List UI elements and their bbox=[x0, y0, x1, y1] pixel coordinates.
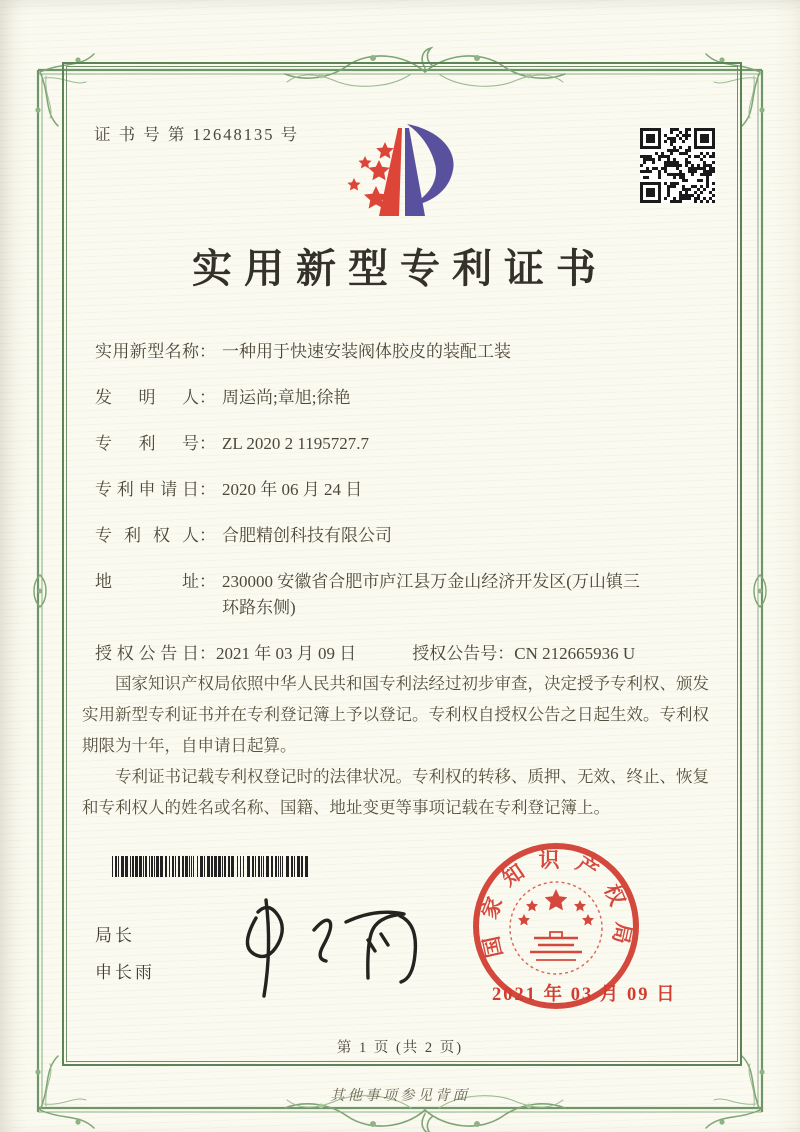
field-value: 合肥精创科技有限公司 bbox=[222, 526, 392, 545]
field-label: 地址 bbox=[95, 572, 199, 591]
field-colon: ： bbox=[199, 342, 216, 361]
field-colon: ： bbox=[199, 572, 216, 591]
field-label: 授权公告日 bbox=[95, 644, 199, 663]
field-label: 专利权人 bbox=[95, 526, 199, 545]
field-row-grant bbox=[95, 641, 713, 667]
signer-name: 申长雨 bbox=[95, 963, 155, 982]
certificate-fields bbox=[95, 339, 713, 687]
field-row-inventors bbox=[95, 385, 713, 411]
legal-paragraph-1: 国家知识产权局依照中华人民共和国专利法经过初步审查，决定授予专利权、颁发实用新型专利证书并在专利登记簿上予以登记。专利权自授权公告之日起生效。专利权期限为十年，自申请日起算。 bbox=[82, 674, 709, 755]
field-row-patentee bbox=[95, 523, 713, 549]
certificate-title: 实用新型专利证书 bbox=[192, 246, 608, 291]
qr-code-icon bbox=[640, 128, 715, 203]
cnipa-logo-icon bbox=[335, 108, 475, 238]
field-row-patent-no bbox=[95, 431, 713, 457]
page-number: 第 1 页 (共 2 页) bbox=[336, 1040, 464, 1056]
field-row-address bbox=[95, 569, 713, 621]
back-note: 其他事项参见背面 bbox=[330, 1088, 470, 1104]
field-label: 专利号 bbox=[95, 434, 199, 453]
grant-no-label: 授权公告号 bbox=[412, 644, 498, 663]
certificate-number: 证 书 号 第 12648135 号 bbox=[94, 125, 300, 144]
field-value: ZL 2020 2 1195727.7 bbox=[222, 434, 370, 453]
field-value: 230000 安徽省合肥市庐江县万金山经济开发区(万山镇三环路东侧) bbox=[222, 572, 640, 617]
field-value: 一种用于快速安装阀体胶皮的装配工装 bbox=[222, 342, 511, 361]
field-label: 发明人 bbox=[95, 388, 199, 407]
seal-date: 2021 年 03 月 09 日 bbox=[492, 985, 677, 1005]
field-colon: ： bbox=[199, 526, 216, 545]
field-colon: ： bbox=[199, 644, 216, 663]
field-colon: ： bbox=[199, 388, 216, 407]
legal-text bbox=[82, 668, 720, 823]
field-label: 实用新型名称 bbox=[95, 342, 199, 361]
field-value: 周运尚;章旭;徐艳 bbox=[222, 388, 351, 407]
field-row-filing-date bbox=[95, 477, 713, 503]
field-colon: ： bbox=[199, 434, 216, 453]
grant-date-value: 2021 年 03 月 09 日 bbox=[216, 644, 357, 663]
field-row-name bbox=[95, 339, 713, 365]
field-colon: ： bbox=[199, 480, 216, 499]
field-value: 2020 年 06 月 24 日 bbox=[222, 480, 363, 499]
seal-text: 国家知识产权局 bbox=[476, 848, 636, 960]
signer-title: 局长 bbox=[95, 926, 135, 945]
field-colon: ： bbox=[497, 644, 515, 663]
grant-no-value: CN 212665936 U bbox=[514, 644, 636, 663]
signature-icon bbox=[218, 888, 438, 1000]
legal-paragraph-2: 专利证书记载专利权登记时的法律状况。专利权的转移、质押、无效、终止、恢复和专利权人的姓名或名称、国籍、地址变更等事项记载在专利登记簿上。 bbox=[82, 767, 709, 817]
barcode-icon bbox=[112, 856, 312, 877]
field-label: 专利申请日 bbox=[95, 480, 199, 499]
